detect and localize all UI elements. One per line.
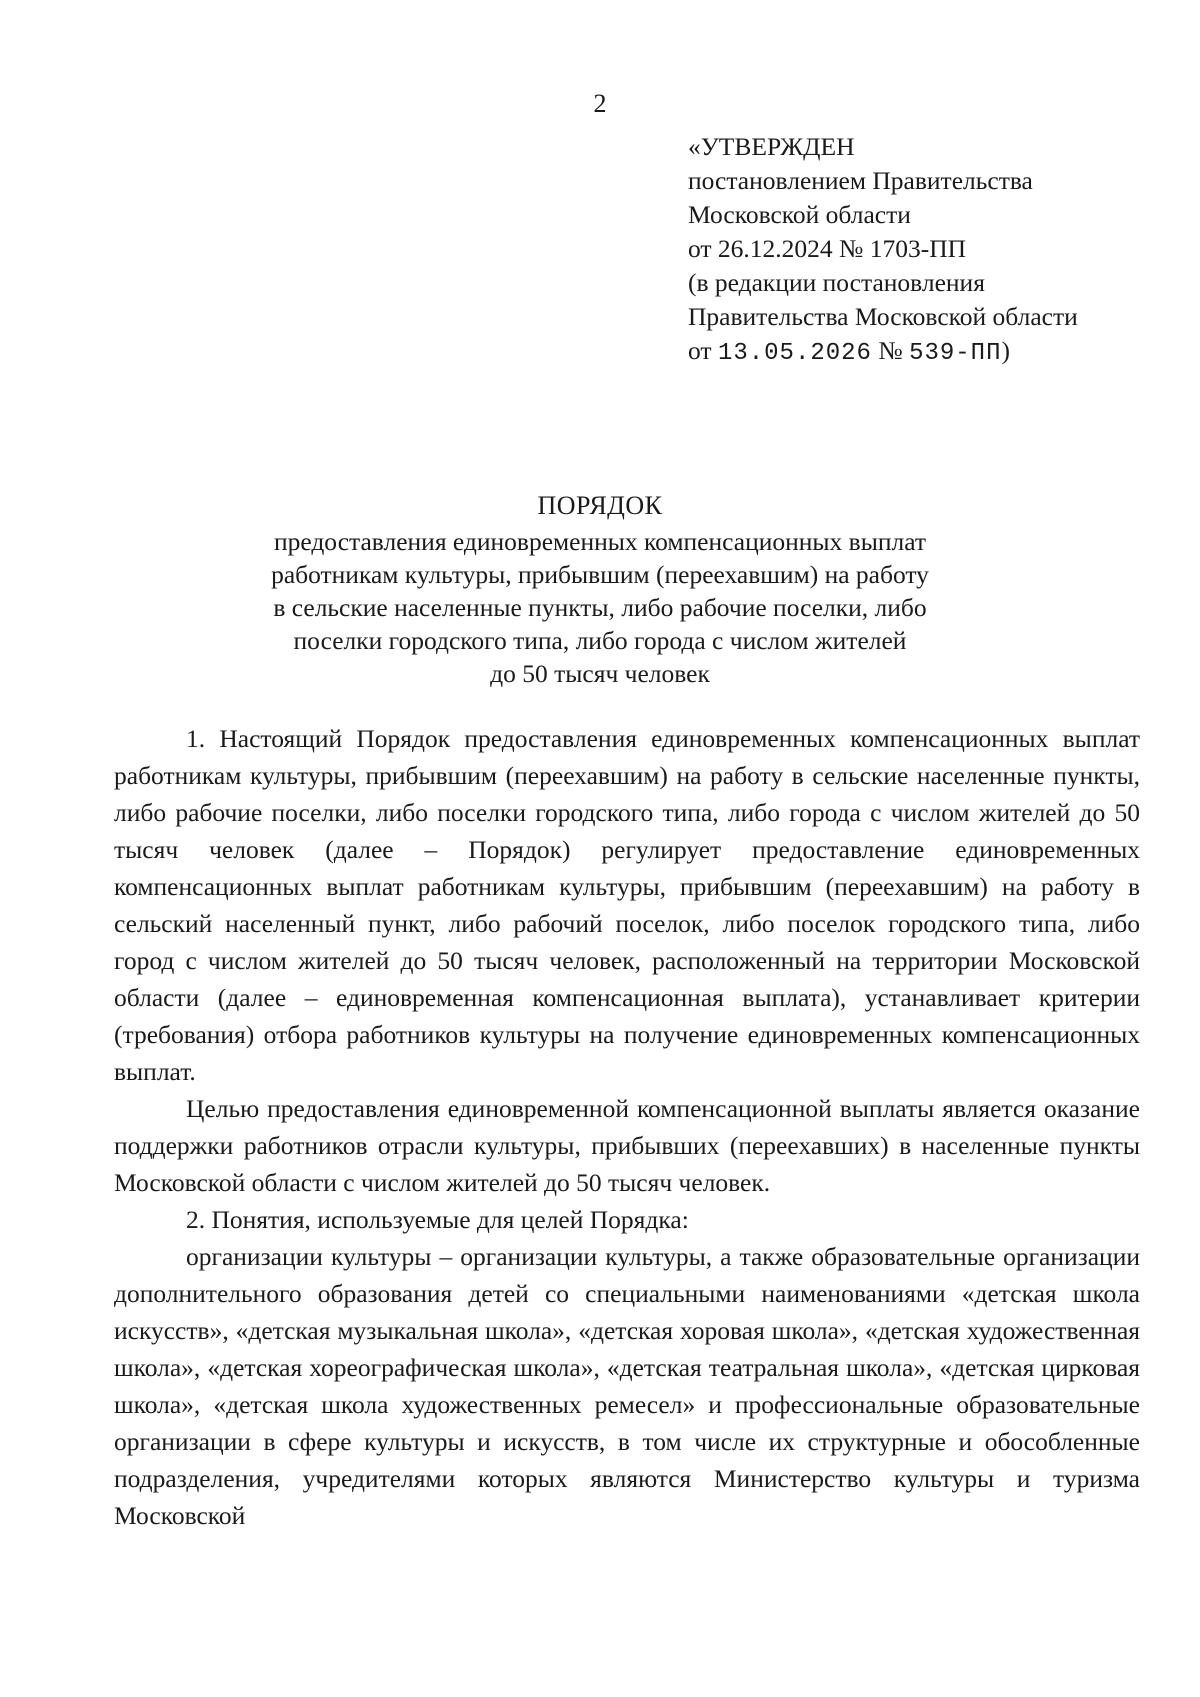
document-subtitle (0, 525, 1200, 690)
approval-line: (в редакции постановления (688, 268, 985, 297)
document-body (114, 720, 1140, 1534)
approval-line: Правительства Московской области (688, 302, 1078, 331)
subtitle-line: в сельские населенные пункты, либо рабочие поселки, либо (273, 593, 927, 622)
stamp-suffix: ) (1001, 336, 1010, 365)
paragraph-purpose: Целью предоставления единовременной компенсационной выплаты является оказание поддержки работников отрасли культуры, прибывших (переехавших) в населенные пункты Московской области с числом жителей до 50 тысяч человек. (114, 1094, 1140, 1197)
approval-line: «УТВЕРЖДЕН (688, 132, 855, 161)
document-title: ПОРЯДОК (537, 491, 663, 520)
paragraph-2-definitions: 2. Понятия, используемые для целей Порядка: (186, 1205, 689, 1234)
amendment-date: 13.05.2026 (717, 340, 872, 367)
subtitle-line: предоставления единовременных компенсационных выплат (273, 527, 927, 556)
page-number: 2 (593, 89, 607, 118)
stamp-prefix: от (688, 336, 718, 365)
approval-line: Московской области (688, 200, 911, 229)
approval-line: от 26.12.2024 № 1703-ПП (688, 234, 967, 263)
approval-block (688, 130, 1078, 371)
number-sign: № (871, 336, 910, 365)
subtitle-line: до 50 тысяч человек (490, 659, 710, 688)
subtitle-line: поселки городского типа, либо города с числом жителей (293, 626, 907, 655)
amendment-stamp-line (688, 334, 1078, 371)
subtitle-line: работникам культуры, прибывшим (переехавшим) на работу (271, 560, 929, 589)
approval-line: постановлением Правительства (688, 166, 1033, 195)
paragraph-culture-organizations: организации культуры – организации культуры, а также образовательные организации дополнительного образования детей со специальными наименованиями «детская школа искусств», «детская музыкальная школа», «детская хоровая школа», «детская художественная школа», «детская хореографическая школа», «детская театральная школа», «детская цирковая школа», «детская школа художественных ремесел» и профессиональные образовательные организации в сфере культуры и искусств, в том числе их структурные и обособленные подразделения, учредителями которых являются Министерство культуры и туризма Московской (114, 1242, 1140, 1530)
paragraph-1-scope: 1. Настоящий Порядок предоставления единовременных компенсационных выплат работникам культуры, прибывшим (переехавшим) на работу в сельские населенные пункты, либо рабочие поселки, либо поселки городского типа, либо города с числом жителей до 50 тысяч человек (далее – Порядок) регулирует предоставление единовременных компенсационных выплат работникам культуры, прибывшим (переехавшим) на работу в сельский населенный пункт, либо рабочий поселок, либо поселок городского типа, либо город с числом жителей до 50 тысяч человек, расположенный на территории Московской области (далее – единовременная компенсационная выплата), устанавливает критерии (требования) отбора работников культуры на получение единовременных компенсационных выплат. (114, 724, 1140, 1086)
amendment-number: 539-ПП (909, 340, 1002, 367)
